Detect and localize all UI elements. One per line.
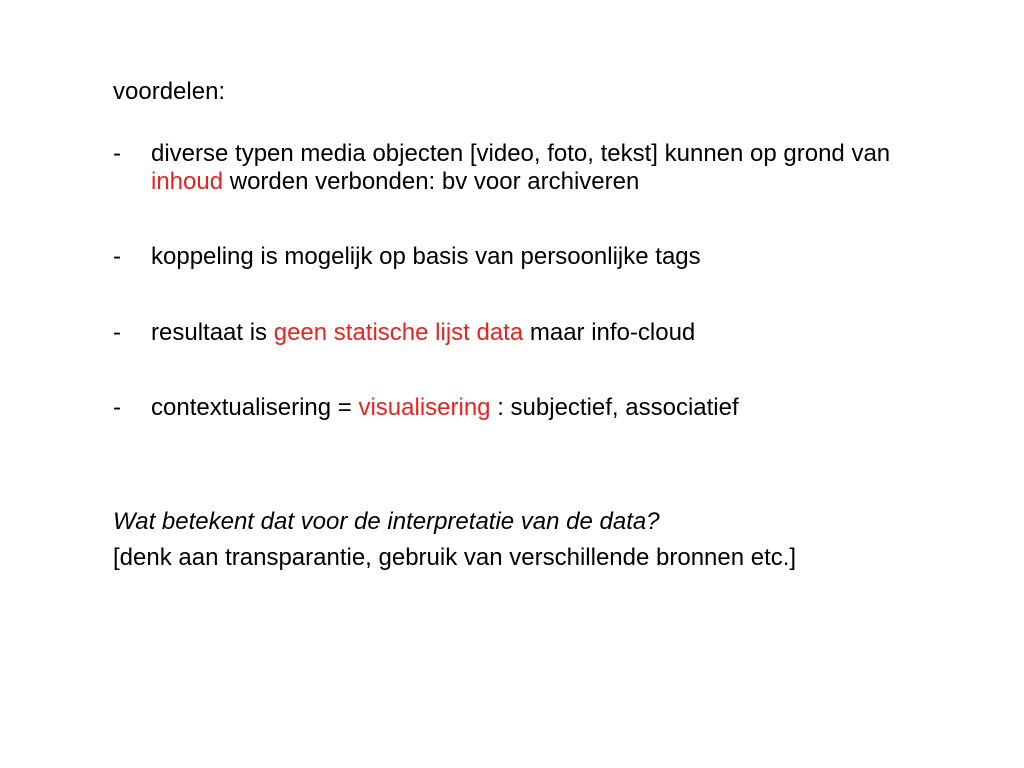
bullet-item bbox=[113, 319, 913, 347]
bullet-text bbox=[151, 319, 911, 347]
bullet-marker: - bbox=[113, 319, 121, 346]
highlighted-term: geen statische lijst data bbox=[273, 319, 524, 346]
discussion-question: Wat betekent dat voor de interpretatie van de data? bbox=[113, 508, 660, 535]
slide-heading: voordelen: bbox=[113, 78, 226, 105]
bullet-marker: - bbox=[113, 243, 121, 270]
highlighted-term: visualisering bbox=[358, 394, 491, 421]
bullet-text-segment: maar info-cloud bbox=[523, 319, 696, 346]
discussion-note: [denk aan transparantie, gebruik van verschillende bronnen etc.] bbox=[113, 544, 797, 571]
bullet-text bbox=[151, 394, 911, 422]
bullet-text-segment: diverse typen media objecten [video, foto, tekst] kunnen op grond van bbox=[151, 140, 891, 167]
bullet-text-segment: worden verbonden: bv voor archiveren bbox=[223, 168, 640, 195]
bullet-text-segment: contextualisering = bbox=[151, 394, 359, 421]
bullet-text-segment: : subjectief, associatief bbox=[490, 394, 739, 421]
bullet-item bbox=[113, 394, 913, 422]
bullet-marker: - bbox=[113, 140, 121, 167]
bullet-text-segment: resultaat is bbox=[151, 319, 274, 346]
bullet-marker: - bbox=[113, 394, 121, 421]
bullet-text bbox=[151, 140, 911, 196]
bullet-text bbox=[151, 243, 911, 271]
bullet-item bbox=[113, 140, 913, 196]
bullet-text-segment: koppeling is mogelijk op basis van persoonlijke tags bbox=[151, 243, 701, 270]
bullet-item bbox=[113, 243, 913, 271]
highlighted-term: inhoud bbox=[151, 168, 224, 195]
